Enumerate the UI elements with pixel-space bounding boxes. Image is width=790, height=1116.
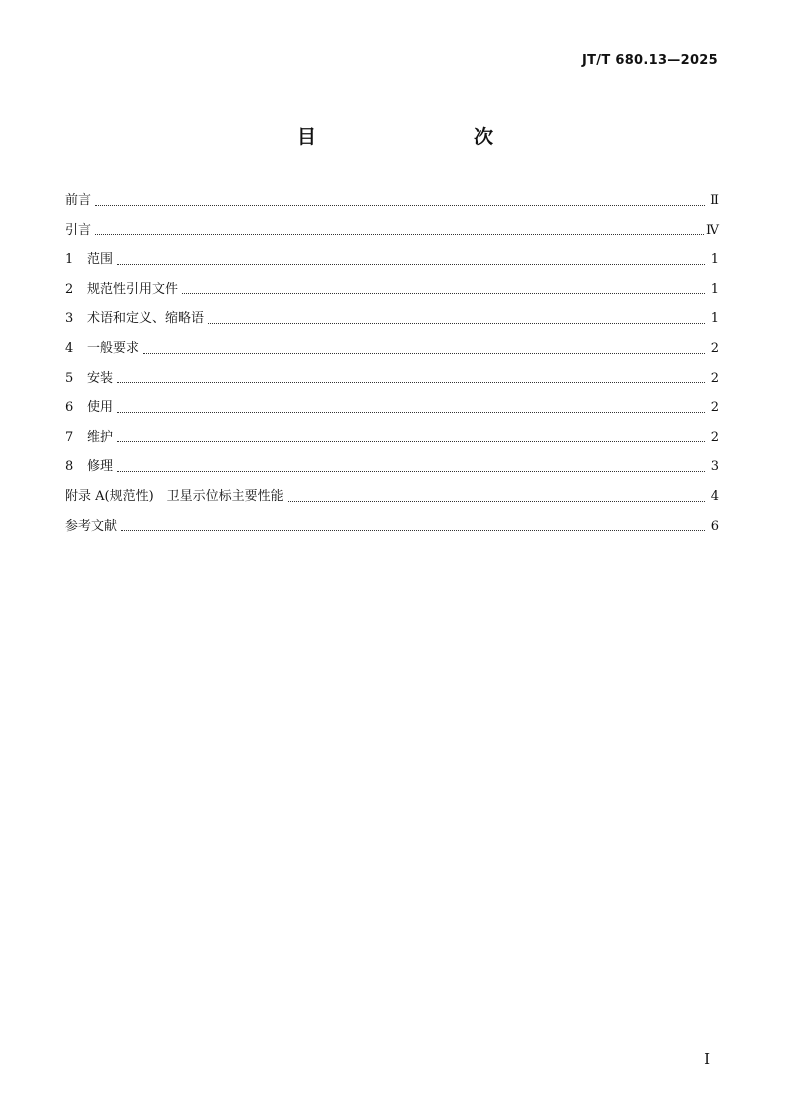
toc-entry-label: 参考文献 — [65, 518, 118, 534]
toc-entry-number: 7 — [65, 429, 74, 445]
toc-leader-dots — [121, 530, 705, 531]
toc-leader-dots — [117, 382, 705, 383]
toc-entry-page: 2 — [710, 429, 719, 445]
toc-entry-page: 2 — [710, 400, 719, 416]
toc-entry-number: 8 — [65, 459, 74, 475]
toc-leader-dots — [117, 471, 705, 472]
toc-entry-bibliography[interactable] — [65, 512, 719, 542]
toc-leader-dots — [143, 353, 705, 354]
toc-entry-number: 2 — [65, 281, 74, 297]
toc-entry-label: 修理 — [87, 459, 114, 475]
toc-entry-label: 维护 — [87, 429, 114, 445]
toc-leader-dots — [117, 412, 705, 413]
toc-entry-terms-definitions[interactable] — [65, 304, 719, 334]
toc-leader-dots — [288, 501, 705, 502]
toc-entry-label: 规范性引用文件 — [87, 281, 179, 297]
toc-entry-page: 4 — [710, 488, 719, 504]
toc-entry-number: 4 — [65, 340, 74, 356]
toc-entry-page: 2 — [710, 340, 719, 356]
toc-entry-label: 术语和定义、缩略语 — [87, 311, 205, 327]
toc-entry-page: 1 — [710, 252, 719, 268]
toc-entry-label: 使用 — [87, 400, 114, 416]
toc-entry-page: Ⅳ — [706, 222, 719, 238]
toc-entry-installation[interactable] — [65, 364, 719, 394]
toc-entry-label: 前言 — [65, 193, 92, 208]
toc-entry-maintenance[interactable] — [65, 423, 719, 453]
page-title: 目 次 — [296, 126, 533, 148]
toc-entry-label: 附录 A(规范性) 卫星示位标主要性能 — [65, 488, 284, 504]
toc-entry-number: 3 — [65, 311, 74, 327]
toc-entry-general-requirements[interactable] — [65, 334, 719, 364]
toc-entry-page: 1 — [710, 311, 719, 327]
toc-entry-label: 一般要求 — [87, 340, 140, 356]
page-number: I — [704, 1050, 710, 1068]
toc-entry-page: 2 — [710, 370, 719, 386]
toc-entry-label: 引言 — [65, 222, 92, 238]
toc-entry-label: 安装 — [87, 370, 114, 386]
toc-entry-page: 3 — [710, 459, 719, 475]
toc-entry-repair[interactable] — [65, 452, 719, 482]
toc-leader-dots — [117, 441, 705, 442]
toc-leader-dots — [95, 234, 704, 235]
toc-entry-page: 1 — [710, 281, 719, 297]
toc-entry-label: 范围 — [87, 252, 114, 268]
toc-entry-use[interactable] — [65, 393, 719, 423]
toc-entry-number: 1 — [65, 252, 74, 268]
toc-entry-introduction[interactable] — [65, 216, 719, 246]
toc-leader-dots — [95, 205, 705, 206]
toc-leader-dots — [208, 323, 705, 324]
toc-leader-dots — [182, 293, 705, 294]
toc-entry-annex-a[interactable] — [65, 482, 719, 512]
toc-entry-normative-references[interactable] — [65, 275, 719, 305]
toc-entry-number: 6 — [65, 400, 74, 416]
table-of-contents — [65, 186, 719, 541]
toc-entry-page: Ⅱ — [710, 193, 719, 208]
toc-entry-scope[interactable] — [65, 245, 719, 275]
toc-leader-dots — [117, 264, 705, 265]
standard-code: JT/T 680.13—2025 — [582, 53, 718, 68]
toc-entry-number: 5 — [65, 370, 74, 386]
toc-entry-page: 6 — [710, 518, 719, 534]
toc-entry-foreword[interactable] — [65, 186, 719, 216]
